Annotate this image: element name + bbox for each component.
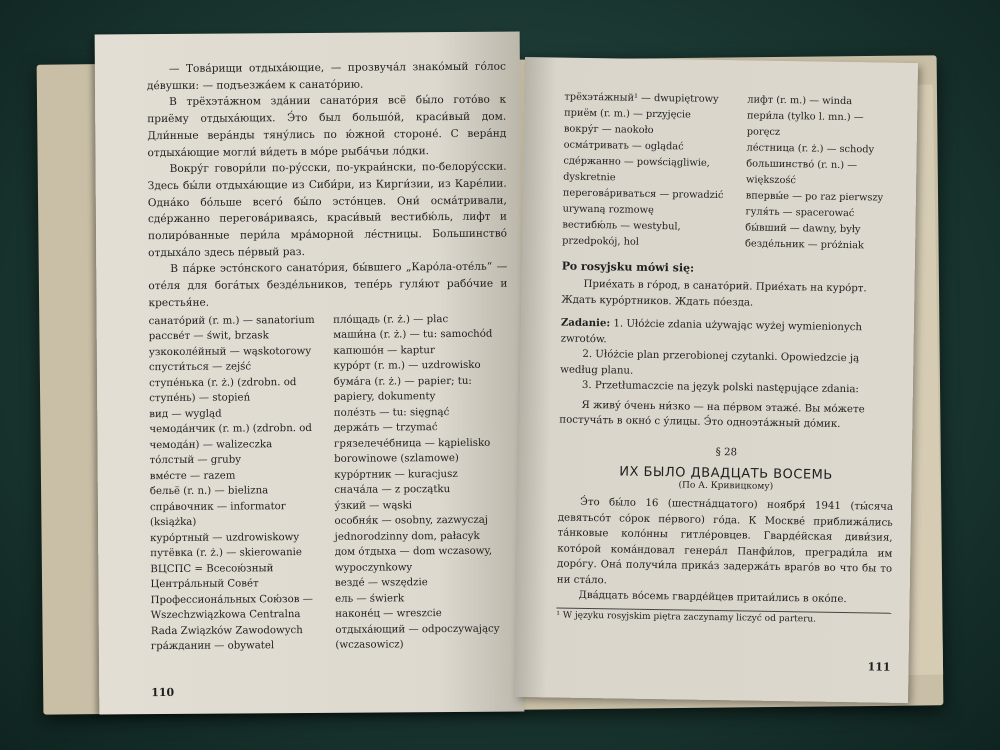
paragraph-2: В трёхэта́жном зда́нии санато́рия всё бы́ло гото́во к приёму отдыха́ющих. Э́то был большо́й, краси́вый дом. Дли́нные вера́нды тяну́лись по ю́жной стороне́. С вера́нд отдыха́ющие могли́ ви́деть в мо́ре рыба́чьи ло́дки.	[147, 94, 507, 159]
vocab-item: ель — świerk	[335, 592, 405, 605]
task-2: 2. Ułóżcie plan przerobionej czytanki. Opowiedzcie ją według planu.	[560, 348, 860, 377]
vocab-item: у́зкий — wąski	[334, 499, 413, 512]
vocab-item: ВЦСПС = Всесою́зный Центра́льный Сове́т Профессиона́льных Сою́зов — Wszechzwiązkowa Centralna Rada Związków Zawodowych	[150, 562, 317, 637]
story-title: ИХ БЫЛО ДВАДЦАТЬ ВОСЕМЬ	[619, 464, 833, 483]
vocab-item: бума́га (r. ż.) — papier; tu: papiery, dokumenty	[333, 375, 476, 403]
phrase-text: Прие́хать в го́род, в санато́рий. Прие́хать на куро́рт. Ждать куро́ртников. Ждать по́езда.	[561, 278, 867, 309]
paragraph-3: Вокру́г говори́ли по-ру́сски, по-украи́нски, по-белору́сски. Здесь бы́ли отдыха́ющие из Сиби́ри, из Кирги́зии, из Каре́лии. Одна́ко бо́льше всего́ бы́ло эсто́нцев. Они́ осма́тривали, сде́ржанно перегова́риваясь, краси́вый вестибю́ль, лифт и полиро́ванные пери́ла мра́морной ле́стницы. Большинство́ отдыха́ло здесь пе́рвый раз.	[147, 160, 508, 259]
vocab-item: куро́ртный — uzdrowiskowy	[150, 531, 300, 544]
vocab-item: безде́льник — próżniak	[744, 238, 864, 252]
vocab-item: ле́стница (r. ż.) — schody	[746, 142, 875, 156]
right-vocabulary	[562, 90, 899, 255]
vocab-item: отдыха́ющий — odpoczywający (wczasowicz)	[335, 623, 503, 651]
vocab-item: перегова́риваться — prowadzić urywaną rozmowę	[562, 187, 724, 216]
vocab-item: пло́щадь (r. ż.) — plac	[333, 313, 449, 326]
vocab-item: путёвка (r. ż.) — skierowanie	[150, 547, 302, 560]
vocab-item: наконе́ц — wreszcie	[335, 608, 442, 620]
vocab-item: гуля́ть — spacerować	[745, 206, 855, 220]
vocab-item: маши́на (r. ż.) — tu: samochód	[333, 328, 493, 341]
vocab-item: большинство́ (r. n.) — większość	[745, 158, 858, 187]
vocab-item: трёхэта́жный¹ — dwupiętrowy	[564, 91, 719, 105]
vocab-item: особня́к — osobny, zazwyczaj jednorodzinny dom, pałacyk	[334, 514, 492, 543]
footnote: ¹ W języku rosyjskim piętra zaczynamy liczyć od parteru.	[556, 607, 891, 625]
vocab-column-2	[333, 311, 510, 653]
vocab-item: узкоколе́йный — wąskotorowy	[148, 345, 312, 358]
vocab-item: спра́вочник — informator (książka)	[149, 500, 289, 529]
phrase-heading: Po rosyjsku mówi się:	[561, 259, 695, 275]
vocab-column-1	[149, 312, 326, 654]
vocab-item: вме́сте — razem	[149, 470, 236, 482]
vocab-item: грязелече́бница — kąpielisko borowinowe (szlamowe)	[333, 437, 494, 465]
vocab-item: куро́рт (r. m.) — uzdrowisko	[333, 359, 481, 372]
vocab-item: бы́вший — dawny, były	[745, 222, 861, 236]
page-number-left: 110	[151, 685, 175, 700]
story-paragraph: Э́то бы́ло 16 (шестна́дцатого) ноября́ 1941 (ты́сяча девятьсо́т со́рок пе́рвого) го́да. К Москве́ приближа́лись та́нковые коло́нны гитле́ровцев. Гварде́йская диви́зия, кото́рой кома́ндовал генера́л Панфи́лов, прегради́ла им доро́гу. Она́ получи́ла прика́з задержа́ть враго́в во что бы то ни ста́ло.	[556, 496, 894, 586]
vocab-item: вестибю́ль — westybul, przedpokój, hol	[562, 219, 681, 248]
vocabulary-list	[149, 311, 510, 654]
vocab-item: сде́ржанно — powściągliwie, dyskretnie	[563, 155, 710, 184]
right-vocab-column-2	[745, 92, 900, 254]
vocab-item: чемода́нчик (r. m.) (zdrobn. od чемода́н) — walizeczka	[149, 423, 316, 451]
vocab-item: снача́ла — z początku	[334, 484, 451, 496]
vocab-item: бельё (r. n.) — bielizna	[149, 485, 269, 498]
vocab-item: пери́ла (tylko l. mn.) — poręcz	[746, 110, 864, 138]
vocab-item: капюшо́н — kaptur	[333, 344, 435, 357]
vocab-item: вид — wygląd	[149, 408, 222, 420]
task-1-text: 1. Ułóżcie zdania używając wyżej wymienionych zwrotów.	[560, 318, 863, 345]
vocab-item: поле́зть — tu: sięgnąć	[333, 406, 450, 419]
vocab-item: лифт (r. m.) — winda	[747, 94, 853, 108]
left-page	[95, 32, 525, 715]
right-vocab-column-1	[562, 90, 739, 253]
task-3: 3. Przetłumaczcie na język polski następujące zdania:	[581, 379, 859, 396]
vocab-item: санато́рий (r. m.) — sanatorium	[148, 314, 315, 327]
vocab-item: приём (r. m.) — przyjęcie	[564, 107, 691, 121]
vocab-item: впервы́е — po raz pierwszy	[745, 190, 884, 204]
story-paragraph-2: Два́дцать во́семь гварде́йцев притаи́лись в око́пе.	[578, 589, 847, 606]
paragraph-1: — Това́рищи отдыха́ющие, — прозвуча́л знако́мый го́лос де́вушки: — подъезжа́ем к санато́рию.	[146, 60, 506, 92]
right-page	[515, 57, 918, 703]
vocab-item: дом о́тдыха — dom wczasowy, wypoczynkowy	[334, 545, 496, 574]
vocab-item: рассве́т — świt, brzask	[148, 330, 269, 343]
vocab-item: гра́жданин — obywatel	[150, 640, 275, 653]
vocab-item: то́лстый — gruby	[149, 454, 242, 467]
vocab-item: осма́тривать — oglądać	[563, 139, 684, 153]
vocab-item: куро́ртник — kuracjusz	[334, 468, 458, 481]
story-author: (По А. Кривицкому)	[678, 480, 774, 492]
paragraph-4: В па́рке эсто́нского санато́рия, бы́вшего „Каро́ла-оте́ль“ — оте́ля для бога́тых безде́льников, тепе́рь гуля́ют рабо́чие и крестья́не.	[148, 261, 508, 309]
page-number-right: 111	[867, 660, 891, 674]
vocab-item: держа́ть — trzymać	[333, 422, 438, 434]
task-sentence: Я живу́ о́чень ни́зко — на пе́рвом этаже́. Вы мо́жете постуча́ть в окно́ с у́лицы. Э́то одноэта́жный до́мик.	[559, 399, 865, 430]
vocab-item: спусти́ться — zejść	[148, 361, 252, 374]
vocab-item: вокру́г — naokoło	[563, 123, 654, 136]
section-number: § 28	[715, 446, 738, 458]
vocab-item: ступе́нька (r. ż.) (zdrobn. od ступе́нь) — stopień	[149, 376, 300, 405]
task-label: Zadanie:	[560, 316, 611, 330]
vocab-item: везде́ — wszędzie	[334, 577, 428, 589]
